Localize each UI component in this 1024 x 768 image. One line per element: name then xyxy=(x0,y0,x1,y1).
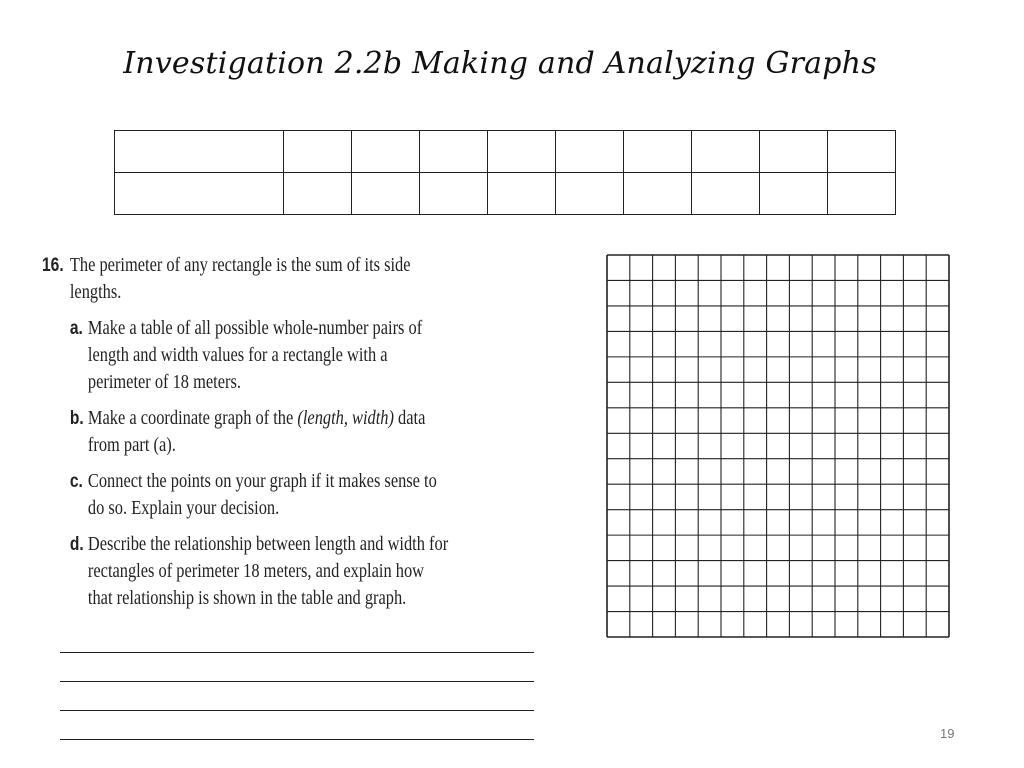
part-text: Connect the points on your graph if it makes sense to do so. Explain your decision. xyxy=(87,470,437,519)
slide-title: Investigation 2.2b Making and Analyzing Graphs xyxy=(123,46,877,81)
part-text: Make a table of all possible whole-number pairs of length and width values for a rectangle with a perimeter of 18 meters. xyxy=(87,317,423,393)
part-text-before: Make a coordinate graph of the xyxy=(87,407,298,429)
graph-paper[interactable] xyxy=(606,254,950,638)
answer-line[interactable] xyxy=(60,624,534,653)
table-cell[interactable] xyxy=(284,131,352,173)
table-header-cell[interactable] xyxy=(115,131,284,173)
table-cell[interactable] xyxy=(284,173,352,215)
table-cell[interactable] xyxy=(488,131,556,173)
part-d xyxy=(70,531,452,612)
table-cell[interactable] xyxy=(828,131,896,173)
part-c xyxy=(70,468,452,522)
table-cell[interactable] xyxy=(352,131,420,173)
table-header-cell[interactable] xyxy=(115,173,284,215)
length-width-table xyxy=(114,130,896,215)
table-cell[interactable] xyxy=(556,131,624,173)
table-cell[interactable] xyxy=(624,173,692,215)
part-letter: a. xyxy=(69,318,83,339)
problem-stem-row xyxy=(42,252,452,306)
table-cell[interactable] xyxy=(624,131,692,173)
table-cell[interactable] xyxy=(760,131,828,173)
answer-lines xyxy=(60,624,534,740)
table-cell[interactable] xyxy=(828,173,896,215)
table-cell[interactable] xyxy=(420,131,488,173)
table-cell[interactable] xyxy=(760,173,828,215)
table-cell[interactable] xyxy=(488,173,556,215)
table-cell[interactable] xyxy=(420,173,488,215)
answer-line[interactable] xyxy=(60,711,534,740)
answer-line[interactable] xyxy=(60,653,534,682)
part-text xyxy=(88,405,452,459)
part-b xyxy=(70,405,452,459)
part-letter: c. xyxy=(69,471,83,492)
page-number: 19 xyxy=(940,726,955,741)
part-text-after: data from part (a). xyxy=(87,407,426,456)
part-letter: b. xyxy=(69,408,84,429)
table-row xyxy=(115,173,896,215)
part-letter: d. xyxy=(69,534,84,555)
problem-stem: The perimeter of any rectangle is the sum of its side lengths. xyxy=(69,254,411,303)
table-cell[interactable] xyxy=(556,173,624,215)
table-cell[interactable] xyxy=(692,173,760,215)
table-row xyxy=(115,131,896,173)
answer-line[interactable] xyxy=(60,682,534,711)
part-text: Describe the relationship between length and width for rectangles of perimeter 18 meters, and explain how that relationship is shown in the table and graph. xyxy=(87,533,449,609)
part-a xyxy=(70,315,452,396)
problem-number: 16. xyxy=(42,255,64,276)
part-text-italic: (length, width) xyxy=(297,407,394,429)
table-cell[interactable] xyxy=(352,173,420,215)
problem-16 xyxy=(42,252,452,612)
table-cell[interactable] xyxy=(692,131,760,173)
